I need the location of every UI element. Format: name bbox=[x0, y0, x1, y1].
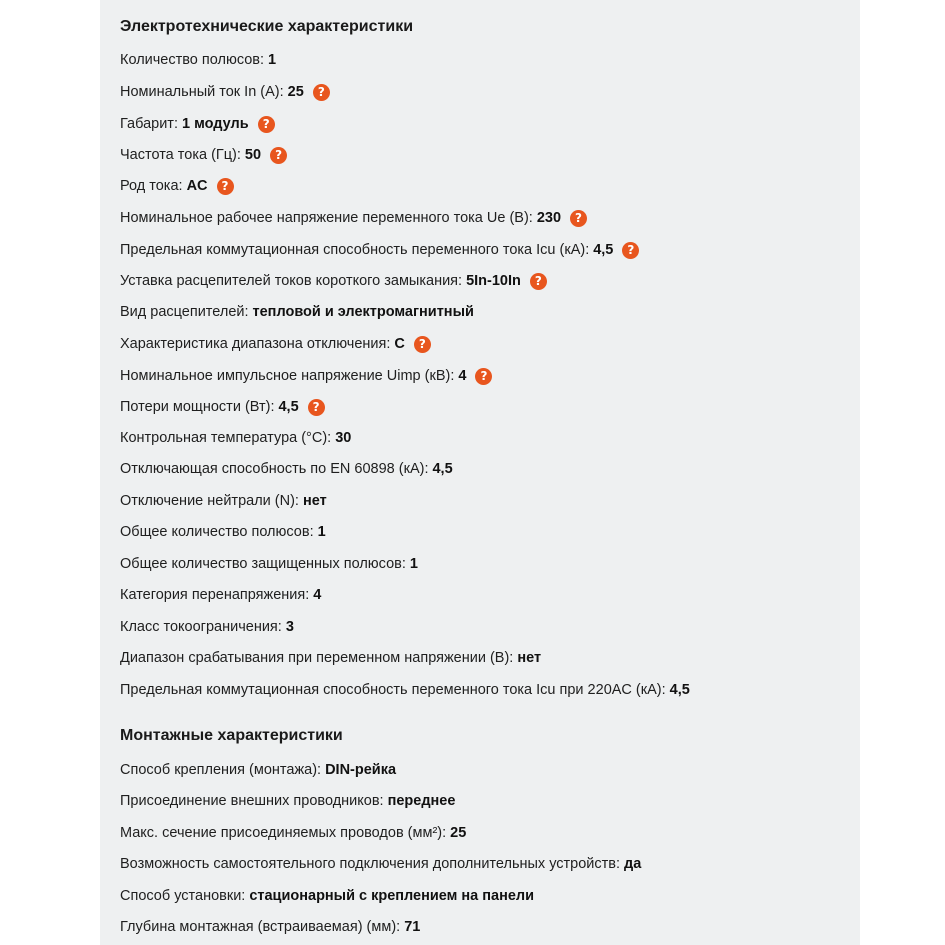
spec-label: Диапазон срабатывания при переменном напряжении (В): bbox=[120, 650, 514, 666]
spec-row bbox=[120, 760, 396, 780]
spec-value: 4 bbox=[313, 587, 322, 603]
spec-label: Габарит: bbox=[120, 116, 178, 132]
spec-value: 4,5 bbox=[278, 399, 299, 415]
spec-value: 4,5 bbox=[432, 461, 453, 477]
section-title-electrical: Электротехнические характеристики bbox=[120, 18, 414, 35]
spec-value: стационарный с креплением на панели bbox=[249, 888, 535, 904]
spec-label: Предельная коммутационная способность переменного тока Icu (кА): bbox=[120, 242, 590, 258]
spec-label: Номинальное импульсное напряжение Uimp (кВ): bbox=[120, 368, 455, 384]
spec-label: Характеристика диапазона отключения: bbox=[120, 336, 391, 352]
spec-label: Количество полюсов: bbox=[120, 52, 265, 68]
section-title-mounting: Монтажные характеристики bbox=[120, 727, 343, 744]
spec-row bbox=[120, 271, 547, 291]
spec-label: Частота тока (Гц): bbox=[120, 147, 241, 163]
question-icon[interactable]: ? bbox=[530, 273, 547, 290]
spec-row bbox=[120, 886, 534, 906]
spec-value: переднее bbox=[387, 793, 456, 809]
spec-row bbox=[120, 50, 276, 70]
spec-label: Способ крепления (монтажа): bbox=[120, 762, 322, 778]
spec-row bbox=[120, 302, 474, 322]
spec-row bbox=[120, 459, 453, 479]
spec-row bbox=[120, 366, 492, 386]
spec-row bbox=[120, 82, 330, 102]
spec-row bbox=[120, 680, 690, 700]
spec-value: 4,5 bbox=[593, 242, 614, 258]
spec-row bbox=[120, 491, 327, 511]
spec-label: Номинальное рабочее напряжение переменного тока Ue (В): bbox=[120, 210, 533, 226]
spec-row bbox=[120, 334, 431, 354]
spec-label: Класс токоограничения: bbox=[120, 619, 282, 635]
spec-row bbox=[120, 648, 541, 668]
spec-row bbox=[120, 823, 466, 843]
spec-value: 230 bbox=[536, 210, 562, 226]
spec-value: 30 bbox=[335, 430, 352, 446]
spec-row bbox=[120, 114, 275, 134]
spec-label: Общее количество полюсов: bbox=[120, 524, 314, 540]
spec-label: Предельная коммутационная способность переменного тока Icu при 220AC (кА): bbox=[120, 682, 666, 698]
spec-row bbox=[120, 145, 287, 165]
spec-label: Отключение нейтрали (N): bbox=[120, 493, 299, 509]
question-icon[interactable]: ? bbox=[313, 84, 330, 101]
spec-row bbox=[120, 617, 294, 637]
spec-label: Категория перенапряжения: bbox=[120, 587, 310, 603]
spec-label: Отключающая способность по EN 60898 (кА): bbox=[120, 461, 429, 477]
spec-label: Потери мощности (Вт): bbox=[120, 399, 275, 415]
spec-value: 1 bbox=[409, 556, 418, 572]
spec-value: 25 bbox=[287, 84, 304, 100]
spec-label: Общее количество защищенных полюсов: bbox=[120, 556, 406, 572]
spec-row bbox=[120, 208, 587, 228]
spec-value: 50 bbox=[244, 147, 262, 163]
question-icon[interactable]: ? bbox=[258, 116, 275, 133]
spec-label: Способ установки: bbox=[120, 888, 246, 904]
spec-row bbox=[120, 176, 234, 196]
spec-row bbox=[120, 585, 321, 605]
spec-value: 25 bbox=[450, 825, 467, 841]
spec-value: 1 bbox=[317, 524, 326, 540]
spec-value: 4 bbox=[458, 368, 467, 384]
spec-value: 4,5 bbox=[669, 682, 690, 698]
question-icon[interactable]: ? bbox=[217, 178, 234, 195]
spec-value: AC bbox=[186, 178, 208, 194]
spec-value: 1 модуль bbox=[181, 116, 249, 132]
question-icon[interactable]: ? bbox=[570, 210, 587, 227]
spec-value: 3 bbox=[285, 619, 294, 635]
spec-value: тепловой и электромагнитный bbox=[252, 304, 474, 320]
spec-value: 71 bbox=[404, 919, 421, 935]
question-icon[interactable]: ? bbox=[414, 336, 431, 353]
spec-label: Контрольная температура (°C): bbox=[120, 430, 332, 446]
spec-value: DIN-рейка bbox=[325, 762, 397, 778]
question-icon[interactable]: ? bbox=[308, 399, 325, 416]
spec-row bbox=[120, 240, 639, 260]
spec-label: Глубина монтажная (встраиваемая) (мм): bbox=[120, 919, 401, 935]
spec-label: Присоединение внешних проводников: bbox=[120, 793, 384, 809]
spec-value: нет bbox=[517, 650, 542, 666]
spec-value: 5In-10In bbox=[466, 273, 521, 289]
spec-row bbox=[120, 554, 418, 574]
spec-label: Номинальный ток In (А): bbox=[120, 84, 284, 100]
spec-value: да bbox=[624, 856, 642, 872]
spec-value: C bbox=[394, 336, 405, 352]
spec-label: Уставка расцепителей токов короткого замыкания: bbox=[120, 273, 463, 289]
spec-value: нет bbox=[302, 493, 327, 509]
spec-label: Макс. сечение присоединяемых проводов (мм²): bbox=[120, 825, 447, 841]
spec-row bbox=[120, 791, 455, 811]
question-icon[interactable]: ? bbox=[475, 368, 492, 385]
question-icon[interactable]: ? bbox=[270, 147, 287, 164]
spec-row bbox=[120, 397, 325, 417]
spec-row bbox=[120, 522, 326, 542]
spec-label: Род тока: bbox=[120, 178, 183, 194]
question-icon[interactable]: ? bbox=[622, 242, 639, 259]
spec-row bbox=[120, 854, 641, 874]
spec-row bbox=[120, 428, 351, 448]
spec-value: 1 bbox=[268, 52, 277, 68]
spec-label: Вид расцепителей: bbox=[120, 304, 249, 320]
spec-label: Возможность самостоятельного подключения дополнительных устройств: bbox=[120, 856, 621, 872]
spec-row bbox=[120, 917, 420, 937]
